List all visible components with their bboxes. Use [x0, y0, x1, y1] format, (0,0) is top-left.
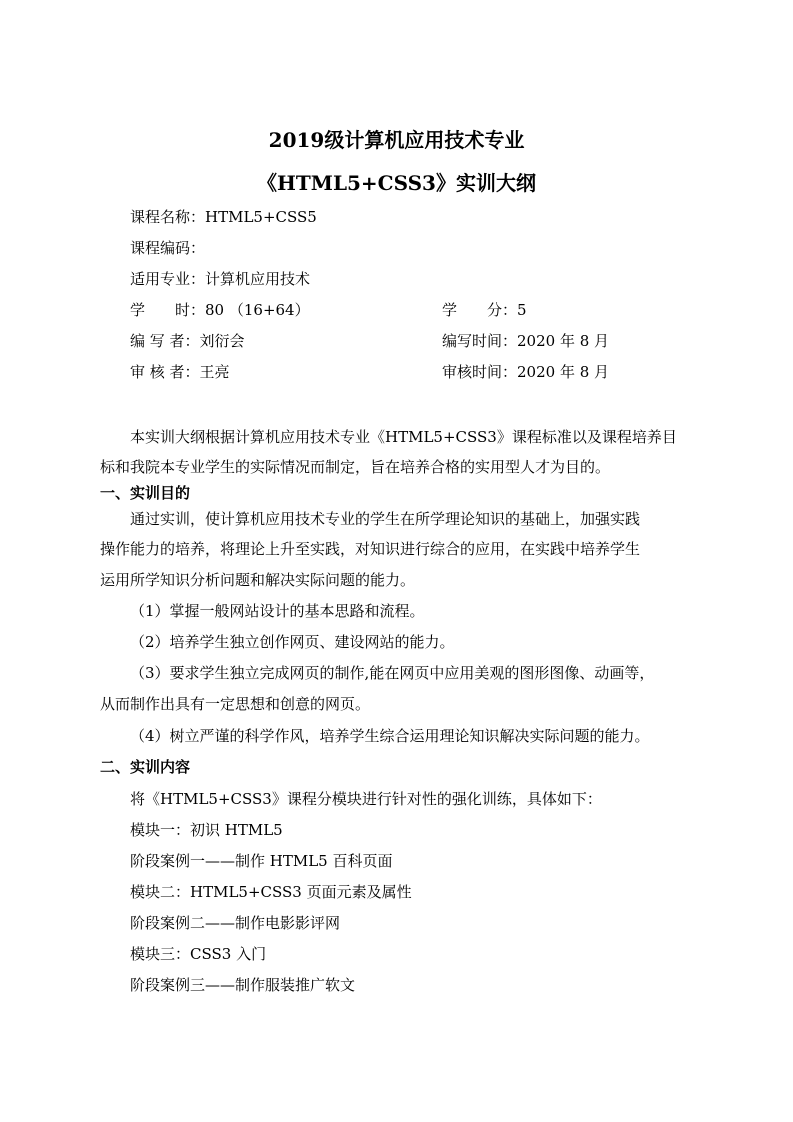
- list-item: （3）要求学生独立完成网页的制作,能在网页中应用美观的图形图像、动画等，: [130, 664, 655, 682]
- list-item: （1）掌握一般网站设计的基本思路和流程。: [130, 602, 425, 620]
- list-item: （2）培养学生独立创作网页、建设网站的能力。: [130, 633, 455, 651]
- credits: 学 分：5: [442, 301, 527, 319]
- course-code: 课程编码：: [130, 239, 206, 257]
- content-line: 阶段案例三——制作服装推广软文: [130, 976, 356, 994]
- course-name: 课程名称：HTML5+CSS5: [130, 208, 317, 226]
- author: 编 写 者：刘衍会: [130, 332, 245, 350]
- reviewer: 审 核 者：王亮: [130, 363, 230, 381]
- document-title: 2019级计算机应用技术专业: [268, 128, 525, 152]
- content-line: 模块一：初识 HTML5: [130, 821, 283, 839]
- list-item: （4）树立严谨的科学作风，培养学生综合运用理论知识解决实际问题的能力。: [130, 727, 650, 745]
- list-item: 从而制作出具有一定思想和创意的网页。: [100, 695, 371, 713]
- content-line: 阶段案例一——制作 HTML5 百科页面: [130, 852, 393, 870]
- intro-line: 本实训大纲根据计算机应用技术专业《HTML5+CSS3》课程标准以及课程培养目: [130, 428, 677, 446]
- written-date: 编写时间：2020 年 8 月: [442, 332, 610, 350]
- content-line: 阶段案例二——制作电影影评网: [130, 914, 341, 932]
- hours: 学 时：80 （16+64）: [130, 301, 310, 319]
- content-line: 模块三：CSS3 入门: [130, 945, 267, 963]
- review-date: 审核时间：2020 年 8 月: [442, 363, 610, 381]
- document-subtitle: 《HTML5+CSS3》实训大纲: [257, 171, 536, 195]
- content-line: 模块二：HTML5+CSS3 页面元素及属性: [130, 883, 412, 901]
- major: 适用专业：计算机应用技术: [130, 270, 311, 288]
- paragraph-line: 运用所学知识分析问题和解决实际问题的能力。: [100, 571, 416, 589]
- paragraph-line: 操作能力的培养，将理论上升至实践，对知识进行综合的应用，在实践中培养学生: [100, 540, 641, 558]
- section-heading: 二、实训内容: [100, 758, 191, 776]
- content-line: 将《HTML5+CSS3》课程分模块进行针对性的强化训练，具体如下：: [130, 790, 602, 808]
- intro-line: 标和我院本专业学生的实际情况而制定，旨在培养合格的实用型人才为目的。: [100, 458, 611, 476]
- paragraph-line: 通过实训，使计算机应用技术专业的学生在所学理论知识的基础上，加强实践: [130, 510, 641, 528]
- section-heading: 一、实训目的: [100, 484, 191, 502]
